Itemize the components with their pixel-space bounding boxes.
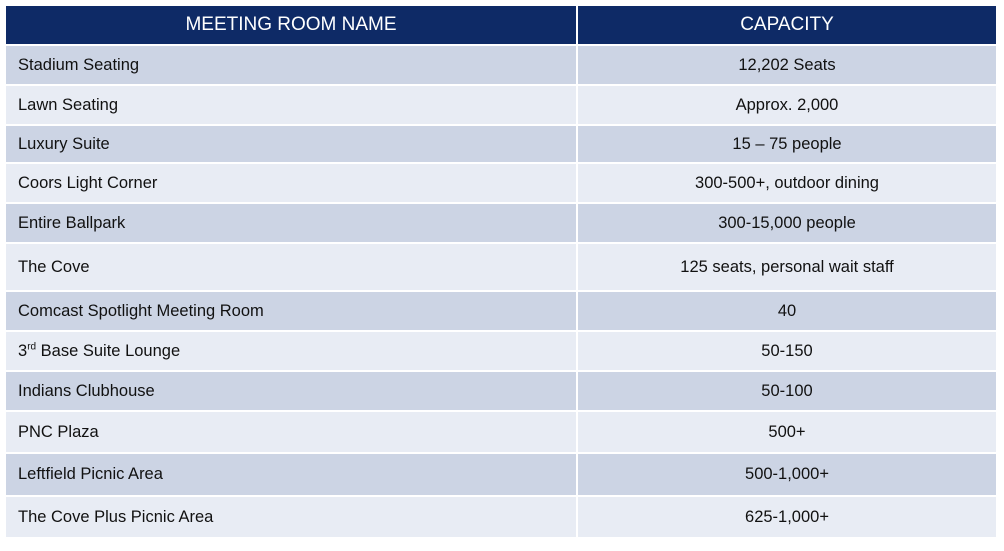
capacity-cell: 625-1,000+ [578, 497, 996, 539]
room-name-cell: Lawn Seating [6, 86, 578, 126]
table-row [6, 292, 996, 332]
table-row [6, 86, 996, 126]
capacity-cell: 15 – 75 people [578, 126, 996, 164]
room-name-cell: The Cove [6, 244, 578, 292]
capacity-cell: 50-150 [578, 332, 996, 372]
room-name-cell: Stadium Seating [6, 46, 578, 86]
room-name-suffix: Base Suite Lounge [36, 341, 181, 360]
capacity-cell: 125 seats, personal wait staff [578, 244, 996, 292]
table-row [6, 497, 996, 539]
capacity-cell: 300-500+, outdoor dining [578, 164, 996, 204]
room-name-superscript: rd [27, 341, 37, 352]
table-row [6, 164, 996, 204]
room-name-cell: Luxury Suite [6, 126, 578, 164]
table-row [6, 454, 996, 497]
room-name-prefix: 3 [18, 341, 28, 360]
room-name-cell: The Cove Plus Picnic Area [6, 497, 578, 539]
header-meeting-room-name: MEETING ROOM NAME [6, 6, 578, 46]
meeting-room-table [6, 6, 996, 539]
room-name-cell: Entire Ballpark [6, 204, 578, 244]
table-row [6, 126, 996, 164]
table-row [6, 46, 996, 86]
table-row [6, 204, 996, 244]
room-name-cell: Coors Light Corner [6, 164, 578, 204]
table-row [6, 332, 996, 372]
table-row [6, 372, 996, 412]
room-name-cell: PNC Plaza [6, 412, 578, 454]
table-header-row [6, 6, 996, 46]
table-row [6, 244, 996, 292]
room-name-cell: Comcast Spotlight Meeting Room [6, 292, 578, 332]
capacity-cell: 12,202 Seats [578, 46, 996, 86]
room-name-cell: Indians Clubhouse [6, 372, 578, 412]
capacity-cell: 50-100 [578, 372, 996, 412]
table-row [6, 412, 996, 454]
header-capacity: CAPACITY [578, 6, 996, 46]
capacity-cell: Approx. 2,000 [578, 86, 996, 126]
room-name-cell: Leftfield Picnic Area [6, 454, 578, 497]
capacity-cell: 40 [578, 292, 996, 332]
capacity-cell: 500-1,000+ [578, 454, 996, 497]
capacity-cell: 300-15,000 people [578, 204, 996, 244]
capacity-cell: 500+ [578, 412, 996, 454]
room-name-cell [6, 332, 578, 372]
meeting-room-table-container [6, 6, 996, 539]
